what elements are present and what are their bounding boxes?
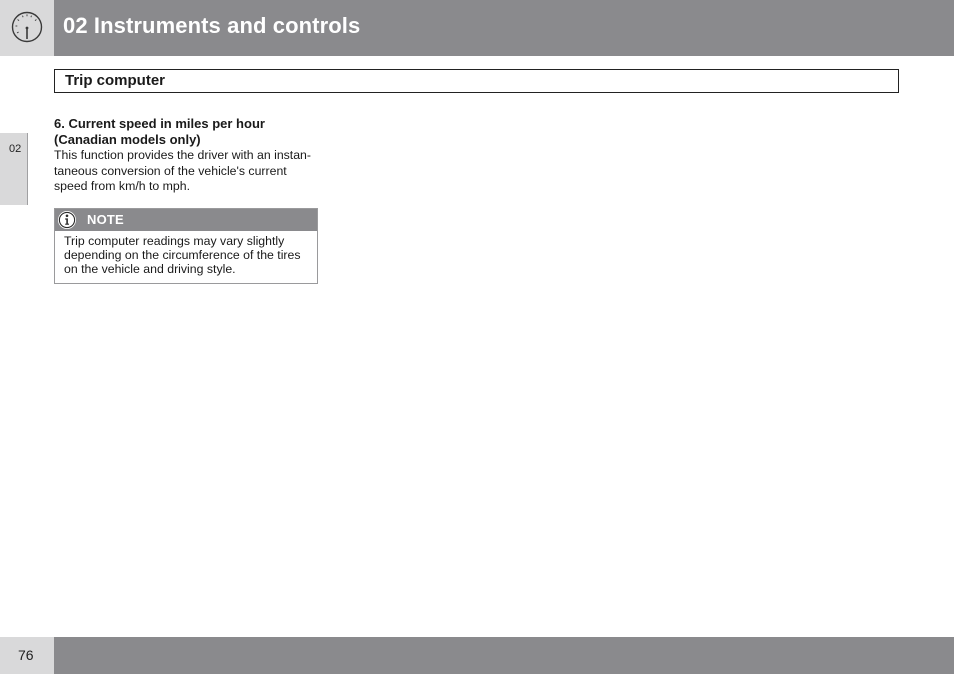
chapter-header xyxy=(54,0,954,56)
page-number-box xyxy=(0,637,54,674)
item-heading xyxy=(54,116,319,148)
note-label: NOTE xyxy=(87,212,124,227)
section-heading-box xyxy=(54,69,899,93)
chapter-title: 02 Instruments and controls xyxy=(63,13,361,38)
note-box xyxy=(54,208,318,284)
info-icon xyxy=(57,210,77,230)
speedometer-icon xyxy=(11,11,43,43)
section-title: Trip computer xyxy=(65,72,166,89)
item-heading-line-1: 6. Current speed in miles per hour xyxy=(54,116,265,131)
side-tab-label: 02 xyxy=(9,143,22,155)
chapter-side-tab xyxy=(0,133,28,205)
note-line-2: depending on the circumference of the tires xyxy=(64,247,301,262)
note-text xyxy=(64,235,312,276)
note-line-3: on the vehicle and driving style. xyxy=(64,261,236,276)
item-body-line-2: taneous conversion of the vehicle's current xyxy=(54,163,287,178)
item-body-line-1: This function provides the driver with an instan- xyxy=(54,148,311,162)
footer-bar xyxy=(54,637,954,674)
item-body-line-3: speed from km/h to mph. xyxy=(54,179,191,193)
page-number: 76 xyxy=(18,647,34,663)
item-body xyxy=(54,148,319,195)
chapter-icon-box xyxy=(0,0,54,56)
note-line-1: Trip computer readings may vary slightly xyxy=(64,234,285,248)
note-header xyxy=(55,209,317,231)
item-heading-line-2: (Canadian models only) xyxy=(54,132,201,147)
item-content xyxy=(54,116,319,195)
